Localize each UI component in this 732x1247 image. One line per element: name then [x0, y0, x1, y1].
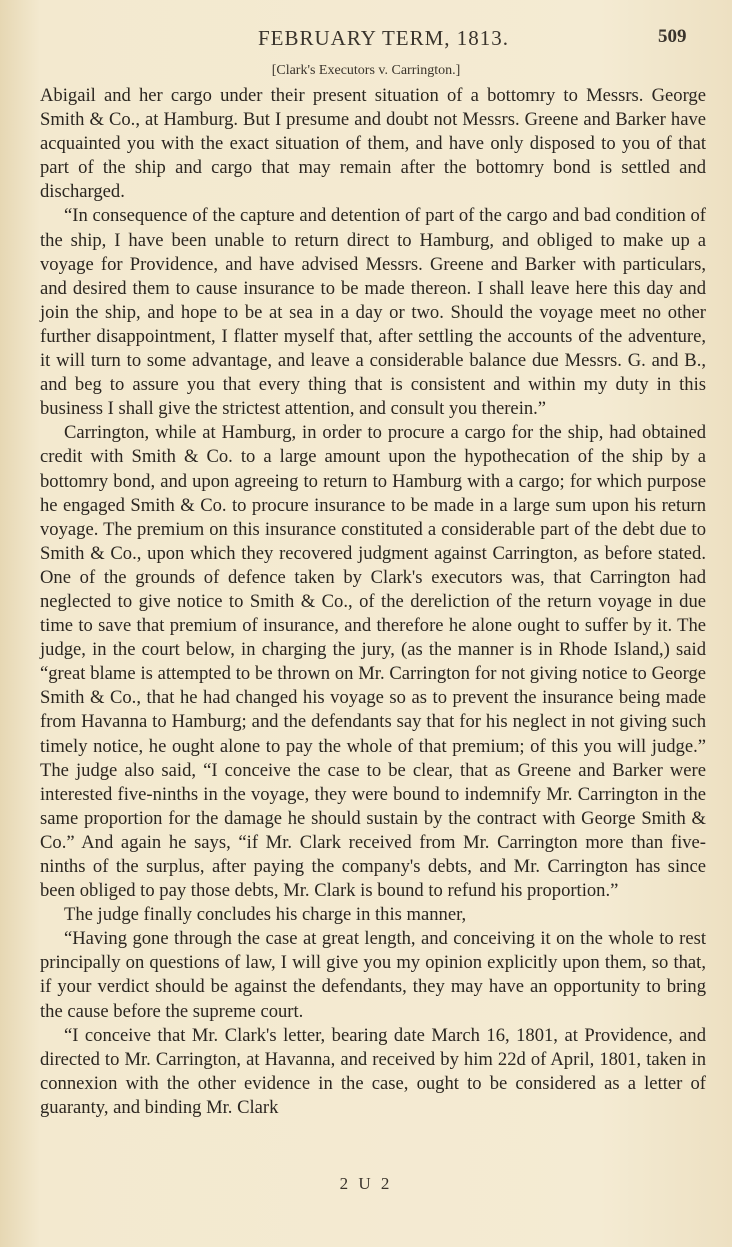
signature-mark: 2 U 2	[339, 1174, 393, 1193]
case-caption: [Clark's Executors v. Carrington.]	[271, 63, 461, 78]
paragraph-continued: Abigail and her cargo under their present situation of a bottomry to Messrs. George Smith & Co., at Hamburg. But I presume and doubt not Messrs. Greene and Barker have acquainted you with the exact situation of them, and have only disposed to you of that part of the ship and cargo that may remain after the bottomry bond is settled and discharged.	[40, 85, 706, 203]
body-text	[40, 84, 706, 1120]
paragraph-charge-quote: “Having gone through the case at great length, and conceiving it on the whole to rest principally on questions of law, I will give you my opinion explicitly upon them, so that, if your verdict should be against the defendants, they may have an opportunity to bring the cause before the supreme court.	[40, 928, 706, 1022]
page-header	[0, 26, 732, 56]
paragraph-letter-quote: “In consequence of the capture and detention of part of the cargo and bad condition of the ship, I have been unable to return direct to Hamburg, and obliged to make up a voyage for Providence, and have advised Messrs. Greene and Barker with particulars, and desired them to cause insurance to be made thereon. I shall leave here this day and join the ship, and hope to be at sea in a day or two. Should the voyage meet no other further disappointment, I flatter myself that, after settling the accounts of the adventure, it will turn to some advantage, and leave a considerable balance due Messrs. G. and B., and beg to assure you that every thing that is consistent and within my duty in this business I shall give the strictest attention, and consult you therein.”	[40, 205, 706, 420]
paragraph-judge-conclusion: The judge finally concludes his charge in this manner,	[64, 904, 467, 926]
paragraph-case-facts: Carrington, while at Hamburg, in order to procure a cargo for the ship, had obtained credit with Smith & Co. to a large amount upon the hypothecation of the ship by a bottomry bond, and upon agreeing to return to Hamburg with a cargo; for which purpose he engaged Smith & Co. to procure insurance to be made in a large sum upon his return voyage. The premium on this insurance constituted a considerable part of the debt due to Smith & Co., upon which they recovered judgment against Carrington, as before stated. One of the grounds of defence taken by Clark's executors was, that Carrington had neglected to give notice to Smith & Co., of the dereliction of the return voyage in due time to save that premium of insurance, and therefore he alone ought to suffer by it. The judge, in the court below, in charging the jury, (as the manner is in Rhode Island,) said “great blame is attempted to be thrown on Mr. Carrington for not giving notice to George Smith & Co., that he had changed his voyage so as to prevent the insurance being made from Havanna to Hamburg; and the defendants say that for his neglect in not giving such timely notice, he ought alone to pay the whole of that premium; of this you will judge.” The judge also said, “I conceive the case to be clear, that as Greene and Barker were interested five-ninths in the voyage, they were bound to indemnify Mr. Carrington in the same proportion for the damage he should sustain by the contract with George Smith & Co.” And again he says, “if Mr. Clark received from Mr. Carrington more than five-ninths of the surplus, after paying the company's debts, and Mr. Carrington has since been obliged to pay those debts, Mr. Clark is bound to refund his proportion.”	[40, 422, 706, 902]
running-title: FEBRUARY TERM, 1813.	[258, 26, 510, 50]
page-number: 509	[658, 26, 687, 47]
paragraph-opinion-quote: “I conceive that Mr. Clark's letter, bearing date March 16, 1801, at Providence, and directed to Mr. Carrington, at Havanna, and received by him 22d of April, 1801, taken in connexion with the other evidence in the case, ought to be considered as a letter of guaranty, and binding Mr. Clark	[40, 1024, 706, 1118]
